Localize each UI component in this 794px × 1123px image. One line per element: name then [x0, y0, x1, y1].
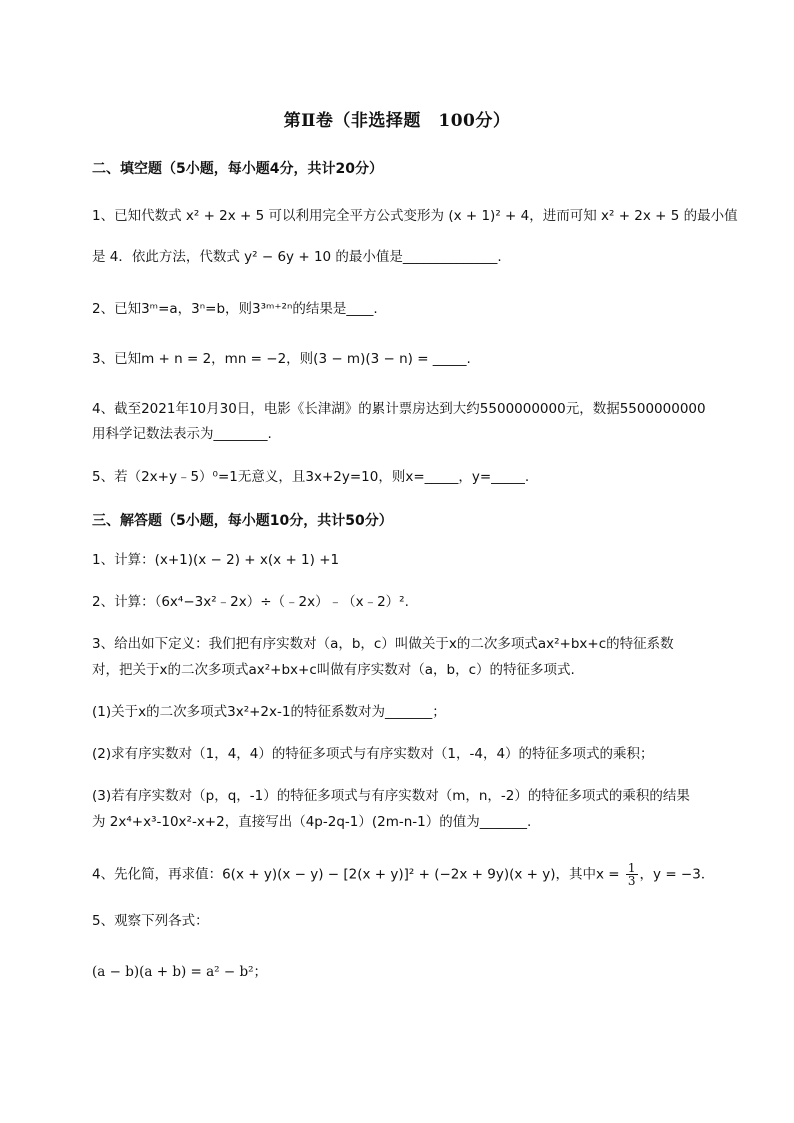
fill-q3: 3、已知m + n = 2，mn = −2，则(3 − m)(3 − n) = _____.	[92, 351, 471, 367]
fraction-numerator: 1	[627, 861, 636, 875]
fraction-one-third	[626, 862, 638, 887]
solve-q1: 1、计算：(x+1)(x − 2) + x(x + 1) +1	[92, 552, 340, 568]
solve-q3-sub2: (2)求有序实数对（1，4，4）的特征多项式与有序实数对（1，-4，4）的特征多项式的乘积；	[92, 746, 654, 762]
section-fill-in-heading: 二、填空题（5小题，每小题4分，共计20分）	[92, 161, 383, 177]
solve-q3-sub3-line2: 为 2x⁴+x³-10x²-x+2，直接写出（4p-2q-1）(2m-n-1）的值为_______.	[92, 814, 532, 830]
solve-q4-suffix: ，y = −3．	[639, 866, 715, 883]
solve-q5-equation1: (a − b)(a + b) = a² − b²；	[92, 964, 268, 980]
solve-q2: 2、计算：（6x⁴−3x²﹣2x）÷（﹣2x）﹣（x﹣2）².	[92, 594, 409, 610]
fraction-denominator: 3	[627, 874, 636, 888]
fill-q4-line1: 4、截至2021年10月30日，电影《长津湖》的累计票房达到大约5500000000元，数据5500000000	[92, 401, 706, 417]
solve-q4-prefix: 4、先化简，再求值：6(x + y)(x − y) − [2(x + y)]² + (−2x + 9y)(x + y)，其中x =	[92, 866, 624, 883]
fill-q1-line1: 1、已知代数式 x² + 2x + 5 可以利用完全平方公式变形为 (x + 1)² + 4，进而可知 x² + 2x + 5 的最小值	[92, 208, 738, 224]
solve-q3-sub3-line1: (3)若有序实数对（p，q，-1）的特征多项式与有序实数对（m，n，-2）的特征多项式的乘积的结果	[92, 788, 690, 804]
fill-q2: 2、已知3ᵐ=a，3ⁿ=b，则3³ᵐ⁺²ⁿ的结果是____.	[92, 301, 378, 317]
solve-q3-sub1: (1)关于x的二次多项式3x²+2x-1的特征系数对为_______；	[92, 704, 446, 720]
fill-q1-line2: 是 4．依此方法，代数式 y² − 6y + 10 的最小值是______________.	[92, 249, 502, 265]
solve-q3-line2: 对，把关于x的二次多项式ax²+bx+c叫做有序实数对（a，b，c）的特征多项式.	[92, 662, 575, 678]
fill-q5: 5、若（2x+y﹣5）⁰=1无意义，且3x+2y=10，则x=_____，y=_____.	[92, 469, 530, 485]
solve-q5: 5、观察下列各式：	[92, 913, 209, 929]
solve-q4	[92, 862, 714, 887]
page-title: 第Ⅱ卷（非选择题 100分）	[283, 111, 511, 131]
fill-q4-line2: 用科学记数法表示为________.	[92, 426, 272, 442]
solve-q3-line1: 3、给出如下定义：我们把有序实数对（a，b，c）叫做关于x的二次多项式ax²+bx+c的特征系数	[92, 636, 674, 652]
section-solve-heading: 三、解答题（5小题，每小题10分，共计50分）	[92, 513, 393, 529]
